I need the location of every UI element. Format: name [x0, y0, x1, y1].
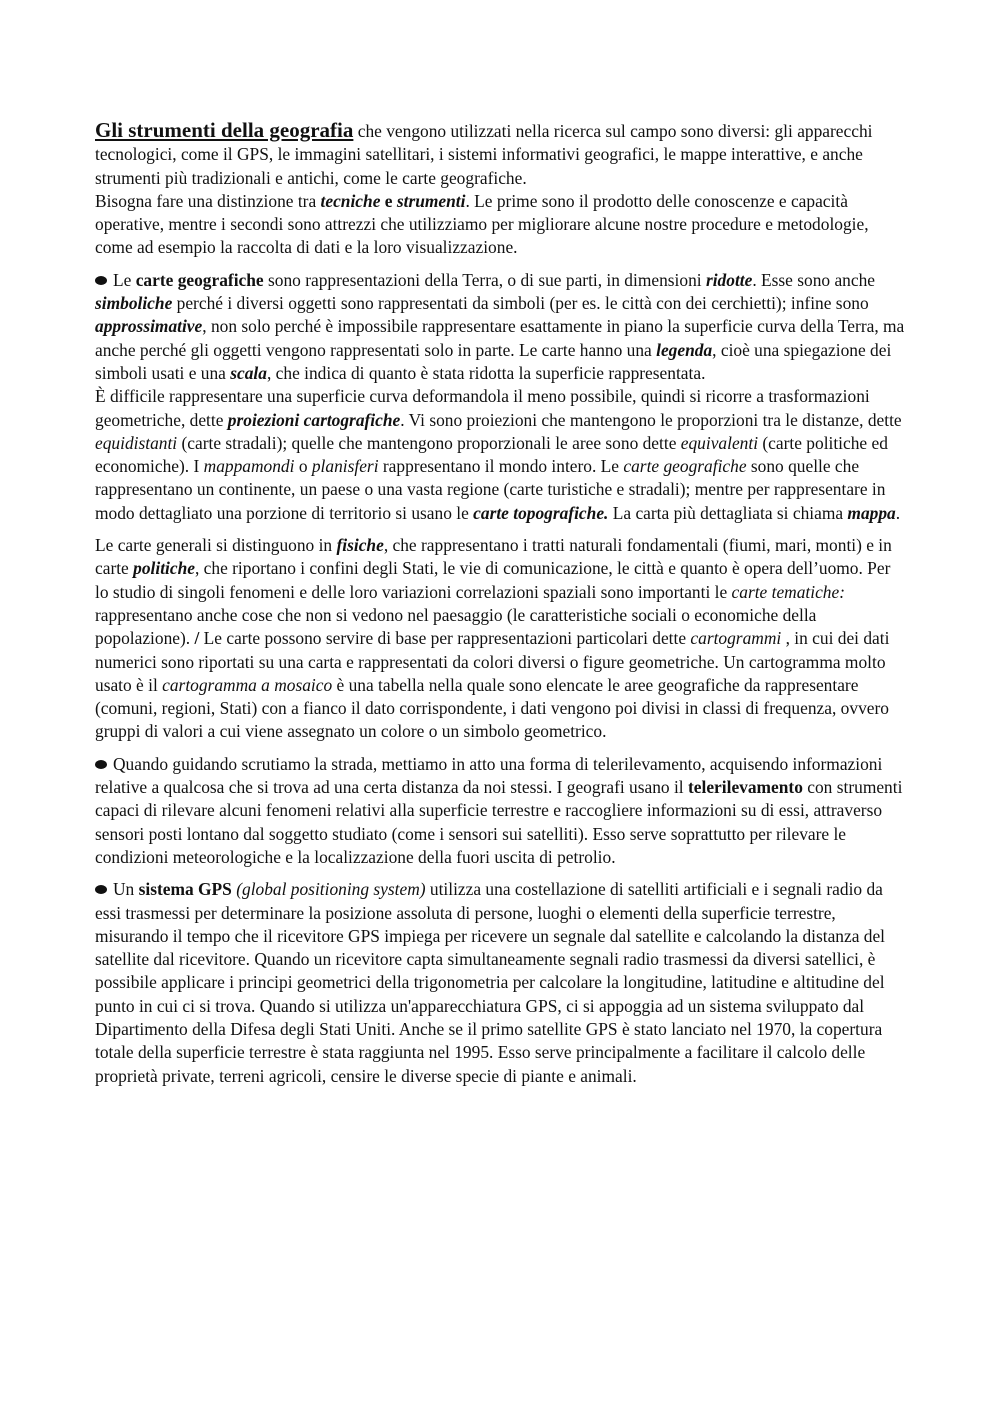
text-span: rappresentano il mondo intero. Le — [378, 456, 624, 477]
term-sistema-gps: sistema GPS — [138, 879, 232, 900]
techniques-paragraph — [95, 190, 907, 260]
bullet-icon — [95, 760, 107, 769]
text-span: . Esse sono anche — [752, 269, 875, 290]
text-span: , che riportano i confini degli Stati, le vie di comunicazione, le città e quanto è opera dell’uomo. Per lo studio di singoli fenomeni e delle loro variazioni correlazioni spaziali sono importanti le — [95, 558, 891, 602]
gps-paragraph — [95, 878, 907, 1088]
term-equidistanti: equidistanti — [95, 432, 178, 453]
text-span: sono rappresentazioni della Terra, o di sue parti, in dimensioni — [263, 269, 706, 290]
term-approssimative: approssimative — [95, 316, 203, 337]
text-span: , non solo perché è impossibile rappresentare esattamente in piano la superficie curva della Terra, ma anche perché gli oggetti vengono rappresentati solo in parte. Le carte hanno una — [95, 316, 905, 360]
text-span: Le — [113, 269, 136, 290]
term-planisferi: planisferi — [311, 456, 379, 477]
slash-separator: / — [194, 628, 200, 649]
term-legenda: legenda — [656, 339, 713, 360]
text-span: La carta più dettagliata si chiama — [608, 502, 848, 523]
text-span: utilizza una costellazione di satelliti artificiali e i segnali radio da essi trasmessi per determinare la posizione assoluta di persone, luoghi o elementi della superficie terrestre, misurando il tempo che il ricevitore GPS impiega per ricevere un segnale dal satellite e calcolando la distanza del satellite dal ricevitore. Quando un ricevitore capta simultaneamente segnali radio trasmessi da diversi satellici, è possibile applicare i principi geometrici della trigonometria per calcolare la longitudine, latitudine e altitudine del punto in cui ci si trova. Quando si utilizza un'apparecchiatura GPS, ci si appoggia ad un sistema sviluppato dal Dipartimento della Difesa degli Stati Uniti. Anche se il primo satellite GPS è stato lanciato nel 1970, la copertura totale della superficie terrestre è stata raggiunta nel 1995. Esso serve principalmente a facilitare il calcolo delle proprietà private, terreni agricoli, censire le diverse specie di piante e animali. — [95, 879, 886, 1086]
term-telerilevamento: telerilevamento — [688, 777, 803, 798]
text-span: , in cui dei dati numerici sono riportati su una carta e rappresentati da colori diversi o figure geometriche. Un cartogramma molto usato è il — [95, 628, 890, 695]
text-span: e — [380, 190, 397, 211]
text-span: o — [294, 456, 312, 477]
text-span: Le carte possono servire di base per rappresentazioni particolari dette — [199, 628, 691, 649]
document-body — [95, 119, 907, 1088]
text-span: È difficile rappresentare una superficie curva deformandola il meno possibile, quindi si ricorre a trasformazioni geometriche, dette — [95, 386, 870, 430]
term-tecniche: tecniche — [320, 190, 381, 211]
map-types-paragraph — [95, 534, 907, 744]
text-span: con strumenti capaci di rilevare alcuni fenomeni relativi alla superficie terrestre e raccogliere informazioni su di essi, attraverso sensori posti lontano dal soggetto studiato (come i sensori sui satelliti). Esso serve soprattutto per rilevare le condizioni meteorologiche e la localizzazione della fuori uscita di petrolio. — [95, 777, 903, 867]
bullet-icon — [95, 885, 107, 894]
text-span: , che indica di quanto è stata ridotta la superficie rappresentata. — [266, 362, 706, 383]
term-carte-geografiche: carte geografiche — [135, 269, 264, 290]
term-ridotte: ridotte — [705, 269, 753, 290]
text-span: , cioè una spiegazione dei simboli usati e una — [95, 339, 892, 383]
text-span: Bisogna fare una distinzione tra — [95, 190, 321, 211]
term-politiche: politiche — [133, 558, 195, 579]
term-equivalenti: equivalenti — [680, 432, 759, 453]
text-span: è una tabella nella quale sono elencate le aree geografiche da rappresentare (comuni, regioni, Stati) con a fianco il dato corrispondente, i dati vengono poi divisi in classi di frequenza, ovvero gruppi di valori a cui viene assegnato un colore o un simbolo geometrico. — [95, 674, 889, 742]
text-span: rappresentano anche cose che non si vedono nel paesaggio (le caratteristiche sociali o economiche della popolazione). — [95, 604, 817, 649]
term-simboliche: simboliche — [95, 293, 173, 314]
term-carte-topografiche: carte topografiche. — [473, 502, 609, 523]
remote-sensing-paragraph — [95, 753, 907, 869]
bullet-icon — [95, 276, 107, 285]
term-proiezioni-cartografiche: proiezioni cartografiche — [227, 409, 401, 430]
term-fisiche: fisiche — [336, 535, 384, 556]
text-span: Le carte generali si distinguono in — [95, 535, 337, 556]
maps-paragraph — [95, 269, 907, 385]
intro-paragraph — [95, 119, 907, 190]
term-cartogrammi: cartogrammi — [690, 628, 782, 649]
text-span: che vengono utilizzati nella ricerca sul campo sono diversi: gli apparecchi tecnologici, come il GPS, le immagini satellitari, i sistemi informativi geografici, le mappe interattive, e anche strumenti più tradizionali e antichi, come le carte geografiche. — [95, 121, 873, 188]
text-span: . Vi sono proiezioni che mantengono le proporzioni tra le distanze, dette — [400, 409, 902, 430]
text-span: Quando guidando scrutiamo la strada, mettiamo in atto una forma di telerilevamento, acquisendo informazioni relative a qualcosa che si trova ad una certa distanza da noi stessi. I geografi usano il — [95, 753, 883, 798]
term-scala: scala — [230, 362, 267, 383]
term-global-positioning-system: (global positioning system) — [236, 879, 426, 900]
term-cartogramma-a-mosaico: cartogramma a mosaico — [162, 674, 333, 695]
text-span: . — [895, 502, 901, 523]
text-span: , che rappresentano i tratti naturali fondamentali (fiumi, mari, monti) e in carte — [95, 535, 892, 579]
text-span: perché i diversi oggetti sono rappresentati da simboli (per es. le città con dei cerchietti); infine sono — [172, 293, 869, 314]
projections-paragraph — [95, 385, 907, 525]
text-span: . Le prime sono il prodotto delle conoscenze e capacità operative, mentre i secondi sono attrezzi che utilizziamo per migliorare alcune nostre procedure e metodologie, come ad esempio la raccolta di dati e la loro visualizzazione. — [95, 190, 869, 258]
term-carte-tematiche: carte tematiche: — [731, 581, 846, 602]
text-span: sono quelle che rappresentano un continente, un paese o una vasta regione (carte turistiche e stradali); mentre per rappresentare in modo dettagliato una porzione di territorio si usano le — [95, 456, 886, 523]
document-title: Gli strumenti della geografia — [95, 118, 354, 142]
term-carte-geografiche: carte geografiche — [623, 456, 747, 477]
term-mappamondi: mappamondi — [203, 456, 295, 477]
text-span: Un — [113, 879, 139, 900]
text-span: (carte politiche ed economiche). I — [95, 432, 888, 477]
text-span: (carte stradali); quelle che mantengono proporzionali le aree sono dette — [177, 432, 681, 453]
term-mappa: mappa — [847, 502, 896, 523]
term-strumenti: strumenti — [396, 190, 466, 211]
